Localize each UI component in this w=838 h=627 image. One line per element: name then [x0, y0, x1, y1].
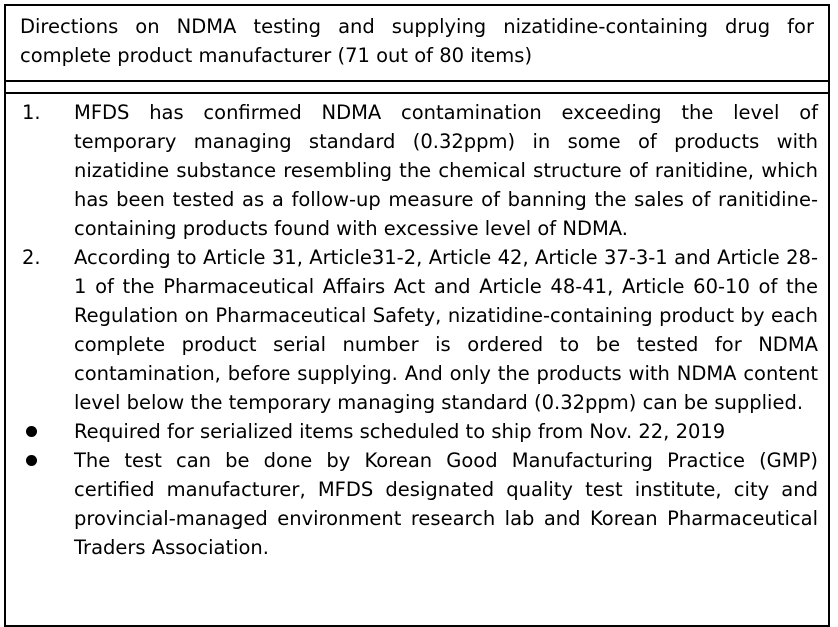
- numbered-item-2: [22, 243, 818, 417]
- item-text: MFDS has confirmed NDMA contamination exceeding the level of temporary managing standard (0.32ppm) in some of products with nizatidine substance resembling the chemical structure of ranitidine, which has been tested as a follow-up measure of banning the sales of ranitidine-containing products found with excessive level of NDMA.: [74, 101, 818, 240]
- document-title: Directions on NDMA testing and supplying nizatidine-containing drug for complete product manufacturer (71 out of 80 items): [6, 6, 828, 82]
- document-table: [4, 4, 830, 627]
- numbered-item-1: [22, 98, 818, 243]
- bullet-text: Required for serialized items scheduled to ship from Nov. 22, 2019: [74, 420, 726, 443]
- bullet-item-1: [22, 417, 818, 446]
- document-body: [6, 94, 828, 625]
- bullet-dot-icon: [22, 417, 74, 446]
- bullet-item-2: [22, 446, 818, 562]
- item-text: According to Article 31, Article31-2, Article 42, Article 37-3-1 and Article 28-1 of the Pharmaceutical Affairs Act and Article 48-41, Article 60-10 of the Regulation on Pharmaceutical Safety, nizatidine-containing product by each complete product serial number is ordered to be tested for NDMA contamination, before supplying. And only the products with NDMA content level below the temporary managing standard (0.32ppm) can be supplied.: [74, 246, 818, 414]
- spacer-row: [6, 82, 828, 94]
- item-number: 2.: [22, 246, 41, 269]
- item-number: 1.: [22, 101, 41, 124]
- bullet-text: The test can be done by Korean Good Manufacturing Practice (GMP) certified manufacturer, MFDS designated quality test institute, city and provincial-managed environment research lab and Korean Pharmaceutical Traders Association.: [74, 449, 818, 559]
- bullet-dot-icon: [22, 446, 74, 475]
